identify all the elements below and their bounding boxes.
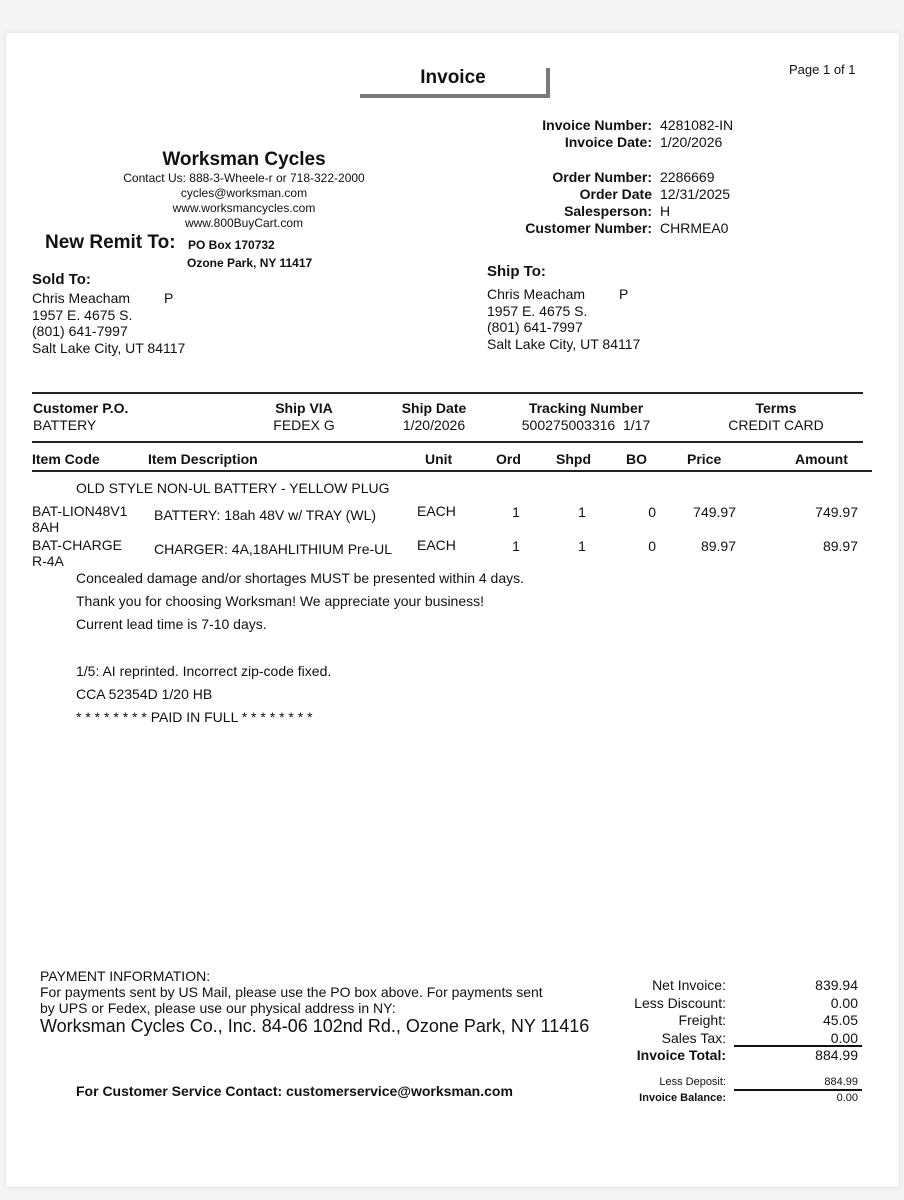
ship-to-name: Chris Meacham bbox=[487, 286, 586, 302]
ship-to-suffix: P bbox=[619, 286, 629, 302]
item-unit: EACH bbox=[417, 503, 456, 519]
customer-number-label: Customer Number: bbox=[525, 220, 652, 236]
company-contact: Contact Us: 888-3-Wheele-r or 718-322-2000 bbox=[123, 171, 365, 185]
item-price: 89.97 bbox=[700, 538, 736, 554]
payment-line-2: by UPS or Fedex, please use our physical address in NY: bbox=[40, 1000, 396, 1016]
invoice-balance-value: 0.00 bbox=[836, 1092, 858, 1104]
ship-via-value: FEDEX G bbox=[273, 417, 335, 433]
item-code bbox=[32, 503, 127, 535]
terms-cell bbox=[711, 400, 841, 434]
ship-to-heading: Ship To: bbox=[487, 263, 546, 280]
item-description: BATTERY: 18ah 48V w/ TRAY (WL) bbox=[154, 507, 377, 523]
net-invoice-value: 839.94 bbox=[815, 977, 858, 993]
note-reprint: 1/5: AI reprinted. Incorrect zip-code fixed. bbox=[76, 663, 332, 679]
order-number-value: 2286669 bbox=[660, 169, 715, 185]
note-paid-in-full: * * * * * * * * PAID IN FULL * * * * * * * * bbox=[76, 709, 313, 725]
col-unit: Unit bbox=[425, 451, 453, 467]
col-item-code: Item Code bbox=[32, 451, 100, 467]
col-price: Price bbox=[687, 451, 722, 467]
item-price: 749.97 bbox=[693, 504, 736, 520]
divider-top bbox=[32, 392, 863, 394]
item-bo: 0 bbox=[648, 504, 656, 520]
freight-value: 45.05 bbox=[822, 1012, 858, 1028]
less-discount-value: 0.00 bbox=[830, 994, 858, 1011]
order-number-label: Order Number: bbox=[552, 169, 652, 185]
company-name: Worksman Cycles bbox=[162, 149, 326, 170]
sold-to-name: Chris Meacham bbox=[32, 290, 131, 306]
ship-to-block bbox=[487, 263, 640, 352]
terms-value: CREDIT CARD bbox=[728, 417, 824, 433]
tracking-value[interactable]: 500275003316 1/17 bbox=[521, 417, 651, 433]
totals-values bbox=[768, 977, 858, 1065]
note-damage: Concealed damage and/or shortages MUST be presented within 4 days. bbox=[76, 570, 525, 586]
invoice-number-value: 4281082-IN bbox=[660, 117, 734, 133]
item-amount: 89.97 bbox=[822, 538, 858, 554]
customer-po-value: BATTERY bbox=[33, 417, 97, 433]
ship-to-phone: (801) 641-7997 bbox=[487, 319, 583, 335]
ship-via-cell bbox=[264, 400, 344, 434]
company-website-1[interactable]: www.worksmancycles.com bbox=[172, 201, 316, 215]
sales-tax-label: Sales Tax: bbox=[661, 1029, 726, 1046]
sold-to-block bbox=[32, 271, 185, 356]
sold-to-heading: Sold To: bbox=[32, 271, 91, 288]
payment-heading: PAYMENT INFORMATION: bbox=[40, 968, 211, 984]
customer-number-row bbox=[476, 220, 876, 237]
sales-tax-value: 0.00 bbox=[830, 1029, 858, 1046]
item-code-line-1: BAT-LION48V1 bbox=[32, 503, 128, 519]
item-code bbox=[32, 537, 122, 569]
invoice-balance-label: Invoice Balance: bbox=[639, 1092, 726, 1104]
item-code-line-2: 8AH bbox=[32, 519, 60, 535]
invoice-number-row bbox=[476, 117, 876, 134]
item-code-line-2: R-4A bbox=[32, 553, 64, 569]
freight-label: Freight: bbox=[678, 1012, 726, 1028]
item-description: CHARGER: 4A,18AHLITHIUM Pre-UL bbox=[154, 541, 393, 557]
col-bo: BO bbox=[626, 451, 647, 467]
salesperson-row bbox=[476, 203, 876, 220]
order-meta bbox=[476, 169, 876, 237]
col-amount: Amount bbox=[795, 451, 848, 467]
invoice-meta bbox=[476, 117, 876, 151]
invoice-date-value: 1/20/2026 bbox=[660, 134, 723, 150]
sold-to-suffix: P bbox=[164, 290, 174, 306]
order-date-row bbox=[476, 186, 876, 203]
divider-mid bbox=[32, 441, 863, 443]
page-indicator: Page 1 of 1 bbox=[789, 62, 856, 77]
sold-to-name-row bbox=[32, 290, 185, 307]
customer-service-contact[interactable]: For Customer Service Contact: customerservice@worksman.com bbox=[76, 1083, 513, 1099]
net-invoice-label: Net Invoice: bbox=[652, 977, 726, 993]
payment-info bbox=[40, 968, 589, 1037]
payment-line-1: For payments sent by US Mail, please use the PO box above. For payments sent bbox=[40, 984, 543, 1000]
item-code-line-1: BAT-CHARGE bbox=[32, 537, 122, 553]
ship-date-value: 1/20/2026 bbox=[402, 417, 466, 433]
col-ord: Ord bbox=[496, 451, 521, 467]
salesperson-value: H bbox=[660, 203, 671, 219]
invoice-date-row bbox=[476, 134, 876, 151]
item-unit: EACH bbox=[417, 537, 456, 553]
deposit-underline bbox=[734, 1089, 862, 1091]
divider-columns bbox=[32, 470, 872, 472]
payment-address: Worksman Cycles Co., Inc. 84-06 102nd Rd., Ozone Park, NY 11416 bbox=[40, 1016, 590, 1036]
terms-label: Terms bbox=[755, 400, 797, 416]
sales-tax-underline bbox=[734, 1045, 862, 1047]
ship-date-cell bbox=[389, 400, 479, 434]
item-ord: 1 bbox=[512, 504, 520, 520]
salesperson-label: Salesperson: bbox=[564, 203, 652, 219]
order-date-label: Order Date bbox=[579, 186, 652, 202]
col-item-description: Item Description bbox=[148, 451, 258, 467]
totals-labels bbox=[566, 977, 726, 1065]
col-shpd: Shpd bbox=[556, 451, 591, 467]
tracking-cell bbox=[516, 400, 656, 434]
invoice-total-label: Invoice Total: bbox=[636, 1047, 726, 1063]
item-shpd: 1 bbox=[578, 504, 586, 520]
item-bo: 0 bbox=[648, 538, 656, 554]
item-shpd: 1 bbox=[578, 538, 586, 554]
deposit-labels bbox=[566, 1074, 726, 1106]
sold-to-street: 1957 E. 4675 S. bbox=[32, 306, 133, 323]
remit-line-1: PO Box 170732 bbox=[188, 238, 275, 252]
customer-po-label: Customer P.O. bbox=[33, 400, 129, 416]
invoice-page bbox=[6, 33, 899, 1187]
sold-to-city: Salt Lake City, UT 84117 bbox=[32, 339, 186, 356]
ship-date-label: Ship Date bbox=[401, 400, 467, 416]
ship-to-city: Salt Lake City, UT 84117 bbox=[487, 335, 641, 352]
company-email[interactable]: cycles@worksman.com bbox=[180, 186, 308, 200]
less-deposit-value: 884.99 bbox=[824, 1076, 858, 1088]
note-cca: CCA 52354D 1/20 HB bbox=[76, 686, 213, 702]
ship-via-label: Ship VIA bbox=[275, 400, 333, 416]
invoice-total-value: 884.99 bbox=[815, 1047, 858, 1063]
item-group-heading: OLD STYLE NON-UL BATTERY - YELLOW PLUG bbox=[76, 480, 390, 496]
order-number-row bbox=[476, 169, 876, 186]
remit-label: New Remit To: bbox=[45, 232, 176, 253]
order-date-value: 12/31/2025 bbox=[660, 186, 731, 202]
ship-to-name-row bbox=[487, 286, 640, 303]
customer-po-cell bbox=[33, 400, 128, 434]
customer-number-value: CHRMEA0 bbox=[660, 220, 729, 236]
company-block bbox=[86, 149, 402, 231]
less-discount-label: Less Discount: bbox=[634, 994, 726, 1011]
item-ord: 1 bbox=[512, 538, 520, 554]
note-thank-you: Thank you for choosing Worksman! We appreciate your business! bbox=[76, 593, 485, 609]
sold-to-phone: (801) 641-7997 bbox=[32, 323, 128, 339]
tracking-label: Tracking Number bbox=[528, 400, 644, 416]
company-website-2[interactable]: www.800BuyCart.com bbox=[184, 216, 304, 230]
invoice-date-label: Invoice Date: bbox=[564, 134, 652, 150]
ship-to-street: 1957 E. 4675 S. bbox=[487, 302, 588, 319]
item-amount: 749.97 bbox=[815, 504, 858, 520]
remit-line-2: Ozone Park, NY 11417 bbox=[187, 256, 313, 270]
invoice-number-label: Invoice Number: bbox=[542, 117, 652, 133]
less-deposit-label: Less Deposit: bbox=[659, 1076, 726, 1088]
invoice-title: Invoice bbox=[420, 67, 486, 88]
note-lead-time: Current lead time is 7-10 days. bbox=[76, 616, 267, 632]
